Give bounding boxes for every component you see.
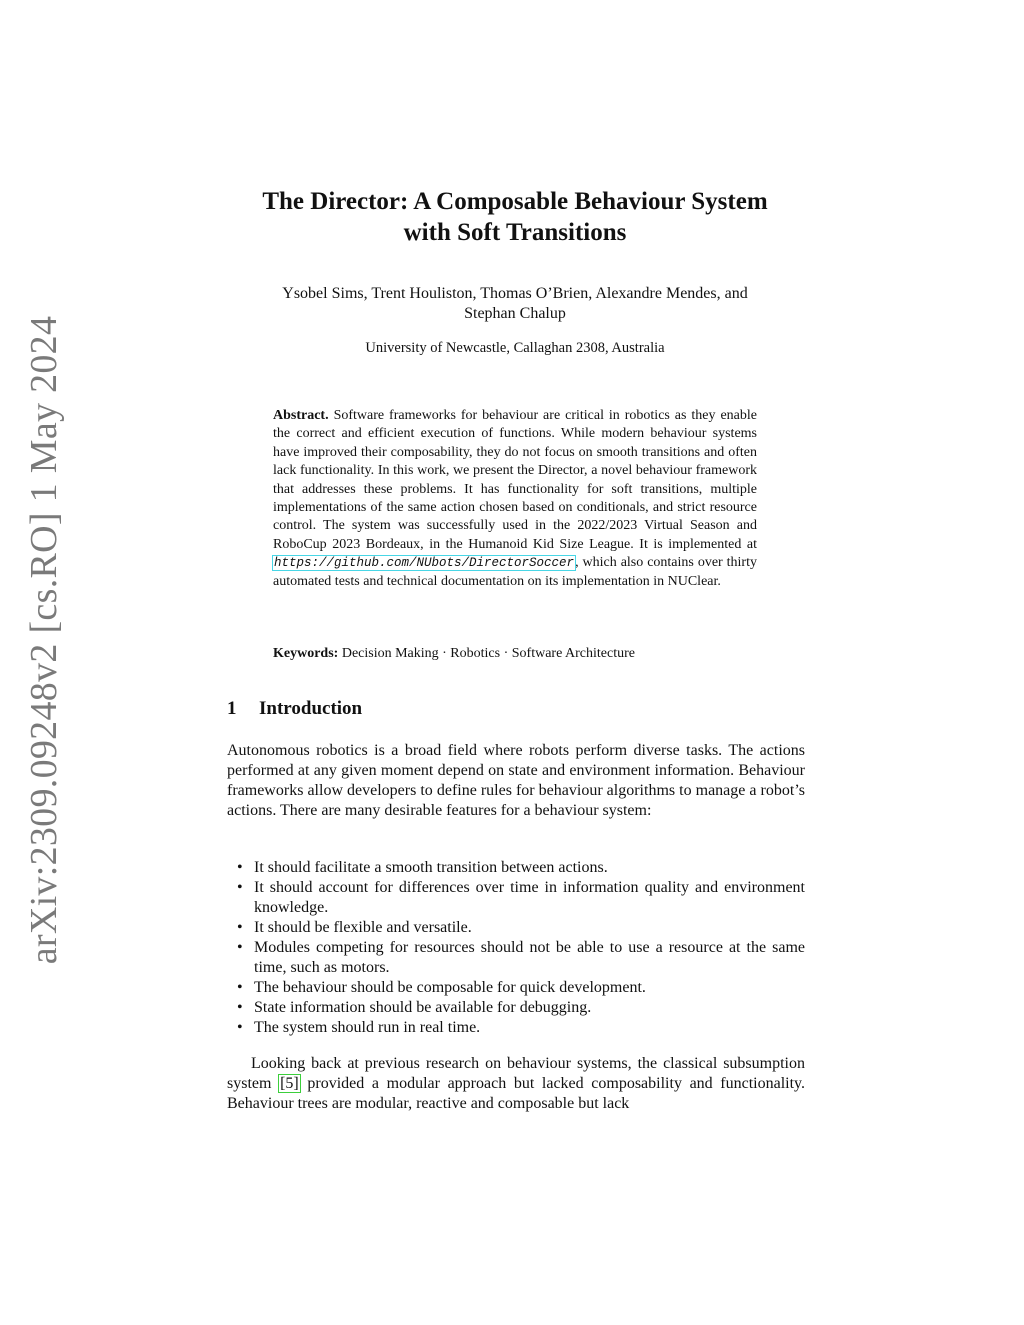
bullet-icon: • bbox=[237, 1019, 243, 1036]
list-item bbox=[227, 978, 805, 998]
paper-title bbox=[160, 186, 870, 248]
title-line-2: with Soft Transitions bbox=[403, 219, 627, 246]
citation-link[interactable]: [5] bbox=[280, 1075, 299, 1092]
authors-line-2: Stephan Chalup bbox=[464, 305, 566, 322]
list-item bbox=[227, 998, 805, 1018]
list-item bbox=[227, 938, 805, 978]
keywords-label: Keywords: bbox=[273, 646, 339, 661]
list-item bbox=[227, 1018, 805, 1038]
intro-paragraph-2 bbox=[227, 1054, 805, 1114]
bullet-icon: • bbox=[237, 859, 243, 876]
abstract bbox=[273, 407, 757, 591]
bullet-icon: • bbox=[237, 879, 243, 896]
authors-line-1: Ysobel Sims, Trent Houliston, Thomas O’Brien, Alexandre Mendes, and bbox=[282, 285, 748, 302]
bullet-icon: • bbox=[237, 919, 243, 936]
github-link[interactable]: https://github.com/NUbots/DirectorSoccer bbox=[274, 556, 575, 571]
section-title: Introduction bbox=[259, 698, 363, 719]
section-number: 1 bbox=[227, 698, 237, 719]
bullet-icon: • bbox=[237, 939, 243, 956]
intro-paragraph-1: Autonomous robotics is a broad field where robots perform diverse tasks. The actions performed at any given moment depend on state and environment information. Behaviour frameworks allow developers to define rules for behaviour algorithms to manage a robot’s actions. There are many desirable features for a behaviour system: bbox=[227, 742, 805, 819]
abstract-text: Software frameworks for behaviour are critical in robotics as they enable the correct and efficient execution of functions. While modern behaviour systems have improved their composability, they do not focus on smooth transitions and often lack functionality. In this work, we present the Director, a novel behaviour framework that addresses these problems. It has functionality for soft transitions, multiple implementations of the same action chosen based on conditionals, and strict resource control. The system was successfully used in the 2022/2023 Virtual Season and RoboCup 2023 Bordeaux, in the Humanoid Kid Size League. It is implemented at bbox=[273, 408, 757, 552]
bullet-text: It should account for differences over time in information quality and environment knowledge. bbox=[254, 879, 805, 916]
title-line-1: The Director: A Composable Behaviour System bbox=[262, 188, 768, 215]
section-heading bbox=[227, 698, 362, 720]
bullet-text: It should facilitate a smooth transition between actions. bbox=[254, 859, 608, 876]
arxiv-identifier: arXiv:2309.09248v2 [cs.RO] 1 May 2024 bbox=[23, 315, 65, 965]
bullet-text: The behaviour should be composable for quick development. bbox=[254, 979, 646, 996]
paragraph-text-end: provided a modular approach but lacked composability and functionality. Behaviour trees are modular, reactive and composable but lack bbox=[227, 1075, 806, 1112]
list-item bbox=[227, 878, 805, 918]
bullet-text: Modules competing for resources should not be able to use a resource at the same time, such as motors. bbox=[254, 939, 805, 976]
bullet-icon: • bbox=[237, 999, 243, 1016]
paragraph-text: Looking back at previous research on behaviour systems, the classical subsumption system bbox=[227, 1055, 805, 1092]
list-item bbox=[227, 858, 805, 878]
bullet-text: State information should be available for debugging. bbox=[254, 999, 592, 1016]
bullet-text: It should be flexible and versatile. bbox=[254, 919, 472, 936]
bullet-text: The system should run in real time. bbox=[254, 1019, 481, 1036]
abstract-label: Abstract. bbox=[273, 408, 329, 423]
list-item bbox=[227, 918, 805, 938]
keywords-text: Decision Making · Robotics · Software Architecture bbox=[341, 646, 635, 661]
abstract-text-end: , which also contains over thirty automated tests and technical documentation on its implementation in NUClear. bbox=[273, 555, 757, 589]
keywords bbox=[273, 646, 757, 662]
feature-bullet-list bbox=[227, 858, 805, 1038]
author-list bbox=[200, 284, 830, 324]
affiliation: University of Newcastle, Callaghan 2308, Australia bbox=[365, 340, 665, 356]
bullet-icon: • bbox=[237, 979, 243, 996]
